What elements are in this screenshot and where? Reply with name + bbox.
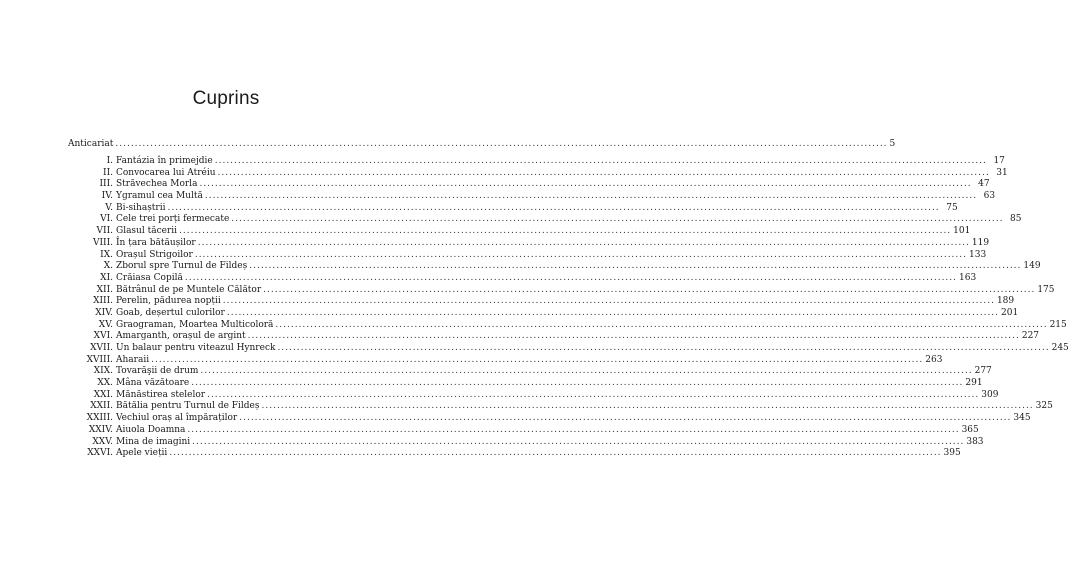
chapter-number: XXIV. [88,424,113,435]
chapter-page: 309 [981,389,999,400]
chapter-title: Zborul spre Turnul de Fildeș [116,261,248,272]
chapter-title: Graograman, Moartea Multicoloră [116,319,274,330]
dot-leader: ........................................................................................................................................................................................................ [191,378,964,389]
toc-entry [68,214,1022,226]
chapter-number: II. [103,167,113,178]
chapter-title: Orașul Strigoilor [116,249,193,260]
chapter-title: Mâna văzătoare [116,378,190,389]
dot-leader: ........................................................................................................................................................................................................ [247,331,1020,342]
toc-entry [68,237,990,250]
chapter-number: I. [106,156,113,166]
chapter-page: 263 [925,354,943,365]
chapter-number: XVIII. [86,354,113,365]
chapter-number: XI. [100,272,113,283]
toc-entry [68,284,1055,297]
chapter-number: VI. [100,214,113,225]
toc-entry [68,272,977,285]
chapter-page: 75 [946,202,958,213]
chapter-number: III. [99,179,113,190]
chapter-page: 365 [961,424,979,435]
chapter-page: 395 [943,448,961,459]
dot-leader: ........................................................................................................................................................................................................ [197,237,970,248]
chapter-title: Glasul tăcerii [116,226,177,237]
dot-leader: ........................................................................................................................................................................................................ [277,343,1050,353]
chapter-title: În țara bătăușilor [116,237,196,248]
chapter-number: IV. [101,191,113,202]
chapter-title: Un balaur pentru viteazul Hynreck [116,343,276,353]
dot-leader: ........................................................................................................................................................................................................ [217,167,990,178]
toc-intro-title: Anticariat [68,139,114,149]
toc-intro-page: 5 [889,139,896,149]
chapter-page: 149 [1023,261,1041,272]
chapter-number: V. [105,202,113,213]
chapter-page: 175 [1037,284,1055,295]
chapter-page: 227 [1021,331,1040,342]
dot-leader: ........................................................................................................................................................................................................ [275,319,1048,330]
dot-leader: ........................................................................................................................................................................................................ [222,296,995,307]
dot-leader: ........................................................................................................................................................................................................ [151,354,924,365]
toc-entry [68,202,958,215]
dot-leader: ........................................................................................................................................................................................................ [261,401,1034,412]
chapter-number: XII. [96,284,113,295]
chapter-number: XIII. [93,296,113,307]
chapter-number: IX. [100,249,113,260]
chapter-page: 345 [1013,413,1031,424]
chapter-title: Vechiul oraș al împăraților [116,413,238,424]
page-title: Cuprins [192,88,260,109]
toc-entry [68,413,1031,425]
toc-entry [68,343,1069,355]
chapter-page: 85 [1010,214,1022,225]
dot-leader: ........................................................................................................................................................................................................ [249,261,1022,272]
dot-leader: ........................................................................................................................................................................................................ [169,448,942,459]
chapter-page: 215 [1049,319,1067,330]
dot-leader: ........................................................................................................................................................................................................ [207,389,980,400]
table-of-contents [68,156,1069,460]
chapter-number: XXVI. [87,448,113,459]
chapter-title: Bătrânul de pe Muntele Călător [116,284,262,295]
toc-entry [68,389,999,402]
chapter-page: 163 [959,272,977,283]
chapter-number: XV. [98,319,113,330]
chapter-title: Străvechea Morla [116,179,198,190]
chapter-number: XIX. [93,366,113,377]
dot-leader: ........................................................................................................................................................................................................ [199,179,972,190]
chapter-number: XXV. [92,436,113,447]
chapter-title: Goab, deșertul culorilor [116,307,225,318]
toc-entry [68,424,979,437]
chapter-title: Fantázia în primejdie [116,156,213,166]
chapter-page: 119 [971,237,990,248]
chapter-number: X. [103,261,113,272]
chapter-page: 189 [996,296,1015,307]
chapter-number: XVI. [93,331,113,342]
chapter-number: XXII. [90,401,113,412]
chapter-title: Ygramul cea Multă [116,191,203,202]
toc-entry [68,378,983,390]
toc-entry [68,436,984,449]
chapter-title: Bătălia pentru Turnul de Fildeș [116,401,260,412]
toc-entry [68,226,971,238]
chapter-title: Mănăstirea stelelor [116,389,206,400]
toc-entry [68,307,1019,320]
toc-entry [68,179,990,191]
chapter-number: XX. [97,378,113,389]
chapter-page: 31 [996,167,1008,178]
dot-leader: ........................................................................................................................................................................................................ [214,156,987,166]
chapter-page: 325 [1035,401,1053,412]
toc-entry [68,319,1067,332]
dot-leader: ........................................................................................................................................................................................................ [200,366,973,377]
chapter-page: 291 [965,378,983,389]
chapter-title: Apele vieții [116,448,168,459]
dot-leader: ........................................................................................................................................................................................................ [204,191,978,202]
chapter-title: Mina de imagini [116,436,191,447]
chapter-page: 383 [966,436,984,447]
chapter-page: 201 [1001,307,1019,318]
chapter-number: VII. [96,226,113,237]
chapter-title: Bi-sihaștrii [116,202,166,213]
toc-entry [68,191,996,203]
chapter-title: Aharaii [116,354,150,365]
toc-entry [68,401,1053,413]
dot-leader: ........................................................................................................................................................................................................ [194,249,967,260]
dot-leader: ........................................................................................................................................................................................................ [239,413,1012,424]
dot-leader: ........................................................................................................................................................................................................ [226,307,1000,318]
chapter-page: 277 [974,366,992,377]
dot-leader: ........................................................................................................................................................................................................ [263,284,1036,295]
toc-entry [68,331,1040,343]
chapter-title: Cele trei porți fermecate [116,214,230,225]
toc-entry [68,249,987,262]
dot-leader: ........................................................................................................................................................................................................ [179,226,952,237]
toc-intro-entry [68,138,896,150]
toc-entry [68,448,961,460]
toc-entry [68,167,1008,180]
chapter-number: XXIII. [86,413,113,424]
chapter-title: Convocarea lui Atréiu [116,167,216,178]
toc-entry [68,156,1005,168]
chapter-page: 101 [953,226,971,237]
dot-leader: ........................................................................................................................................................................................................ [184,272,958,283]
dot-leader: ........................................................................................................................................................................................................ [231,214,1004,225]
chapter-number: XXI. [93,389,113,400]
dot-leader: ........................................................................................................................................................................................................ [167,202,940,213]
chapter-title: Perelin, pădurea nopții [116,296,221,307]
chapter-number: XIV. [95,307,113,318]
chapter-page: 245 [1051,343,1069,353]
dot-leader: ........................................................................................................................................................................................................ [115,139,888,149]
chapter-title: Aiuola Doamna [116,424,186,435]
chapter-number: VIII. [92,237,113,248]
chapter-page: 133 [969,249,987,260]
chapter-page: 47 [978,179,990,190]
toc-entry [68,366,992,378]
chapter-page: 17 [993,156,1005,166]
toc-entry [68,354,943,367]
chapter-title: Tovarăşii de drum [116,366,199,377]
chapter-page: 63 [983,191,996,202]
chapter-title: Crăiasa Copilă [116,272,183,283]
chapter-number: XVII. [90,343,113,353]
dot-leader: ........................................................................................................................................................................................................ [187,424,960,435]
dot-leader: ........................................................................................................................................................................................................ [192,436,965,447]
toc-entry [68,296,1015,308]
chapter-title: Amarganth, orașul de argint [116,331,246,342]
toc-entry [68,261,1041,273]
